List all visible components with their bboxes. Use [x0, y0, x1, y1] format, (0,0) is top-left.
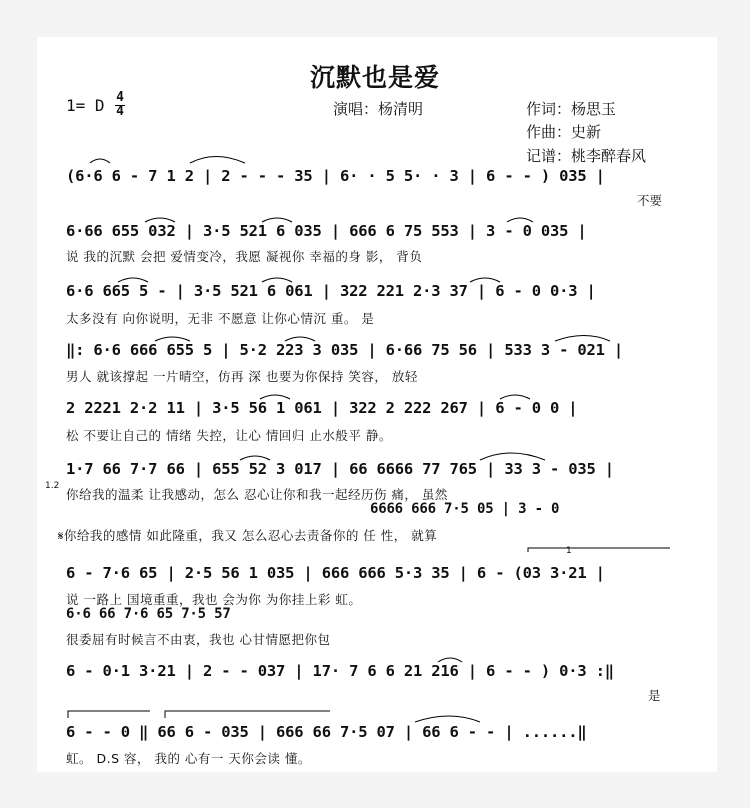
lyrics-line-8: 很委屈有时候言不由衷，我也 心甘情愿把你包 — [66, 632, 331, 647]
volta-label-7: 1 — [566, 546, 572, 556]
lyricist-credit: 作词：杨思玉 — [526, 100, 617, 118]
song-title: 沉默也是爱 — [309, 63, 440, 92]
notes-line-8: 6·6 66 7·6 65 7·5 57 — [66, 606, 231, 622]
side-lyric-0: 不要 — [637, 193, 663, 208]
notes-line-2: 6·6 665 5 - | 3·5 521 6 061 | 322 221 2·3 37 | 6 - 0 0·3 | — [66, 282, 596, 300]
lyrics-line-3: 男人 就该撑起 一片晴空，仿再 深 也要为你保持 笑容， 放轻 — [66, 369, 418, 384]
side-lyric-9: 是 — [648, 688, 661, 703]
lyrics-line-1: 说 我的沉默 会把 爱情变冷，我愿 凝视你 幸福的身 影， 背负 — [66, 249, 423, 264]
lyrics-line-10: 虹。 D.S 容， 我的 心有一 天你会读 懂。 — [66, 751, 311, 766]
notes-line-1: 6·66 655 032 | 3·5 521 6 035 | 666 6 75 553 | 3 - 0 035 | — [66, 222, 587, 240]
composer-credit: 作曲：史新 — [526, 123, 602, 141]
notes-line-7: 6 - 7·6 65 | 2·5 56 1 035 | 666 666 5·3 35 | 6 - (03 3·21 | — [66, 564, 605, 582]
notes-line-9: 6 - 0·1 3·21 | 2 - - 037 | 17· 7 6 6 21 216 | 6 - - ) 0·3 :‖ — [66, 662, 614, 680]
notes-line-5: 1·7 66 7·7 66 | 655 52 3 017 | 66 6666 77 765 | 33 3 - 035 | — [66, 460, 614, 478]
notes-line-0: (6·6 6 - 7 1 2 | 2 - - - 35 | 6· · 5 5· · 3 | 6 - - ) 035 | — [66, 167, 605, 185]
notes-line-6: 6666 666 7·5 05 | 3 - 0 — [370, 501, 560, 517]
singer-credit: 演唱：杨清明 — [333, 100, 424, 118]
key-signature: 1= D — [66, 96, 105, 115]
lyrics-line-4: 松 不要让自己的 情绪 失控，让心 情回归 止水般平 静。 — [66, 428, 392, 443]
volta-label-5: 1.2 — [45, 481, 60, 491]
transcriber-credit: 记谱：桃李醉春风 — [526, 147, 647, 165]
lyrics-line-6: 𝄋你给我的感情 如此隆重，我又 怎么忍心去责备你的 任 性， 就算 — [58, 528, 438, 543]
lyrics-line-7: 说 一路上 国境重重，我也 会为你 为你挂上彩 虹。 — [66, 592, 362, 607]
notes-line-3: ‖: 6·6 666 655 5 | 5·2 223 3 035 | 6·66 75 56 | 533 3 - 021 | — [66, 341, 624, 359]
notes-line-4: 2 2221 2·2 11 | 3·5 56 1 061 | 322 2 222 267 | 6 - 0 0 | — [66, 399, 578, 417]
time-signature: 4 4 — [116, 90, 124, 119]
notes-line-10: 6 - - 0 ‖ 66 6 - 035 | 666 66 7·5 07 | 66 6 - - | ......‖ — [66, 723, 587, 741]
lyrics-line-2: 太多没有 向你说明，无非 不愿意 让你心情沉 重。 是 — [66, 311, 375, 326]
lyrics-line-5: 你给我的温柔 让我感动，怎么 忍心让你和我一起经历伤 痛， 虽然 — [66, 487, 448, 502]
